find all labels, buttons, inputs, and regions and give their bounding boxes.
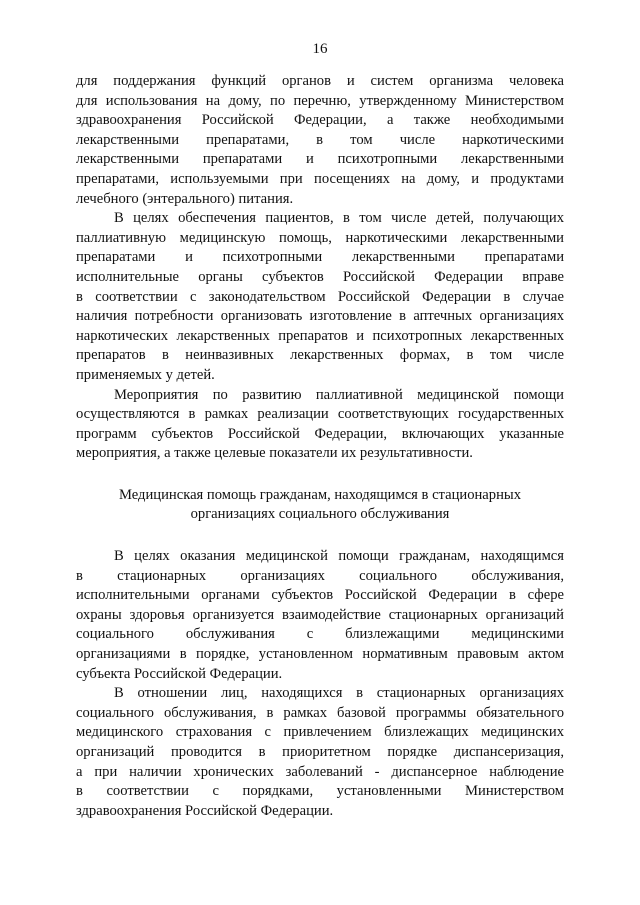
text-line: а при наличии хронических заболеваний - диспансерное наблюдение <box>76 763 564 780</box>
text-line: препаратов в неинвазивных лекарственных формах, в том числе <box>76 347 564 364</box>
text-line: препаратами и психотропными лекарственными препаратами <box>76 249 564 266</box>
text-line: В отношении лиц, находящихся в стационарных организациях <box>114 685 564 702</box>
section-heading <box>76 486 564 525</box>
text-line: социального обслуживания, в рамках базовой программы обязательного <box>76 704 564 721</box>
text-line: лекарственными препаратами и психотропными лекарственными <box>76 151 564 168</box>
text-line: организациями в порядке, установленном нормативным правовым актом <box>76 646 564 663</box>
text-line: для использования на дому, по перечню, утвержденному Министерством <box>76 92 564 109</box>
text-line: паллиативную медицинскую помощь, наркотическими лекарственными <box>76 229 564 246</box>
text-line: применяемых у детей. <box>76 366 215 383</box>
text-line: организаций проводится в приоритетном порядке диспансеризация, <box>76 744 564 760</box>
text-line: лечебного (энтерального) питания. <box>76 190 294 207</box>
paragraph <box>76 386 564 464</box>
text-line: для поддержания функций органов и систем организма человека <box>76 73 564 89</box>
text-line: наличия потребности организовать изготовление в аптечных организациях <box>76 308 564 325</box>
text-line: Мероприятия по развитию паллиативной медицинской помощи <box>114 386 564 403</box>
text-line: здравоохранения Российской Федерации, а также необходимыми <box>76 112 564 129</box>
text-line: субъекта Российской Федерации. <box>76 665 283 682</box>
text-line: лекарственными препаратами, в том числе наркотическими <box>76 131 564 148</box>
paragraph <box>76 209 564 385</box>
text-line: здравоохранения Российской Федерации. <box>76 802 334 819</box>
text-line: медицинского страхования с привлечением близлежащих медицинских <box>76 724 564 741</box>
text-line: исполнительными органами субъектов Российской Федерации в сфере <box>76 587 564 604</box>
text-line: В целях оказания медицинской помощи гражданам, находящимся <box>114 548 564 565</box>
text-line: охраны здоровья организуется взаимодействие стационарных организаций <box>76 606 564 623</box>
text-line: в соответствии с порядками, установленными Министерством <box>76 783 564 800</box>
text-line: в соответствии с законодательством Российской Федерации в случае <box>76 288 564 305</box>
text-line: социального обслуживания с близлежащими медицинскими <box>76 626 564 643</box>
text-line: В целях обеспечения пациентов, в том числе детей, получающих <box>114 210 564 227</box>
text-line: в стационарных организациях социального обслуживания, <box>76 567 564 584</box>
paragraph <box>76 72 564 209</box>
heading-line: Медицинская помощь гражданам, находящимся в стационарных <box>118 486 521 503</box>
text-line: наркотических лекарственных препаратов и психотропных лекарственных <box>76 327 564 344</box>
text-line: препаратами, используемыми при посещениях на дому, и продуктами <box>76 170 564 187</box>
text-line: исполнительные органы субъектов Российской Федерации вправе <box>76 268 564 285</box>
paragraph <box>76 684 564 821</box>
paragraph <box>76 547 564 684</box>
text-line: осуществляются в рамках реализации соответствующих государственных <box>76 406 564 423</box>
text-line: программ субъектов Российской Федерации, включающих указанные <box>76 425 564 442</box>
document-body <box>76 72 564 821</box>
page-number: 16 <box>312 41 328 57</box>
heading-line: организациях социального обслуживания <box>190 506 450 523</box>
text-line: мероприятия, а также целевые показатели их результативности. <box>76 445 473 462</box>
